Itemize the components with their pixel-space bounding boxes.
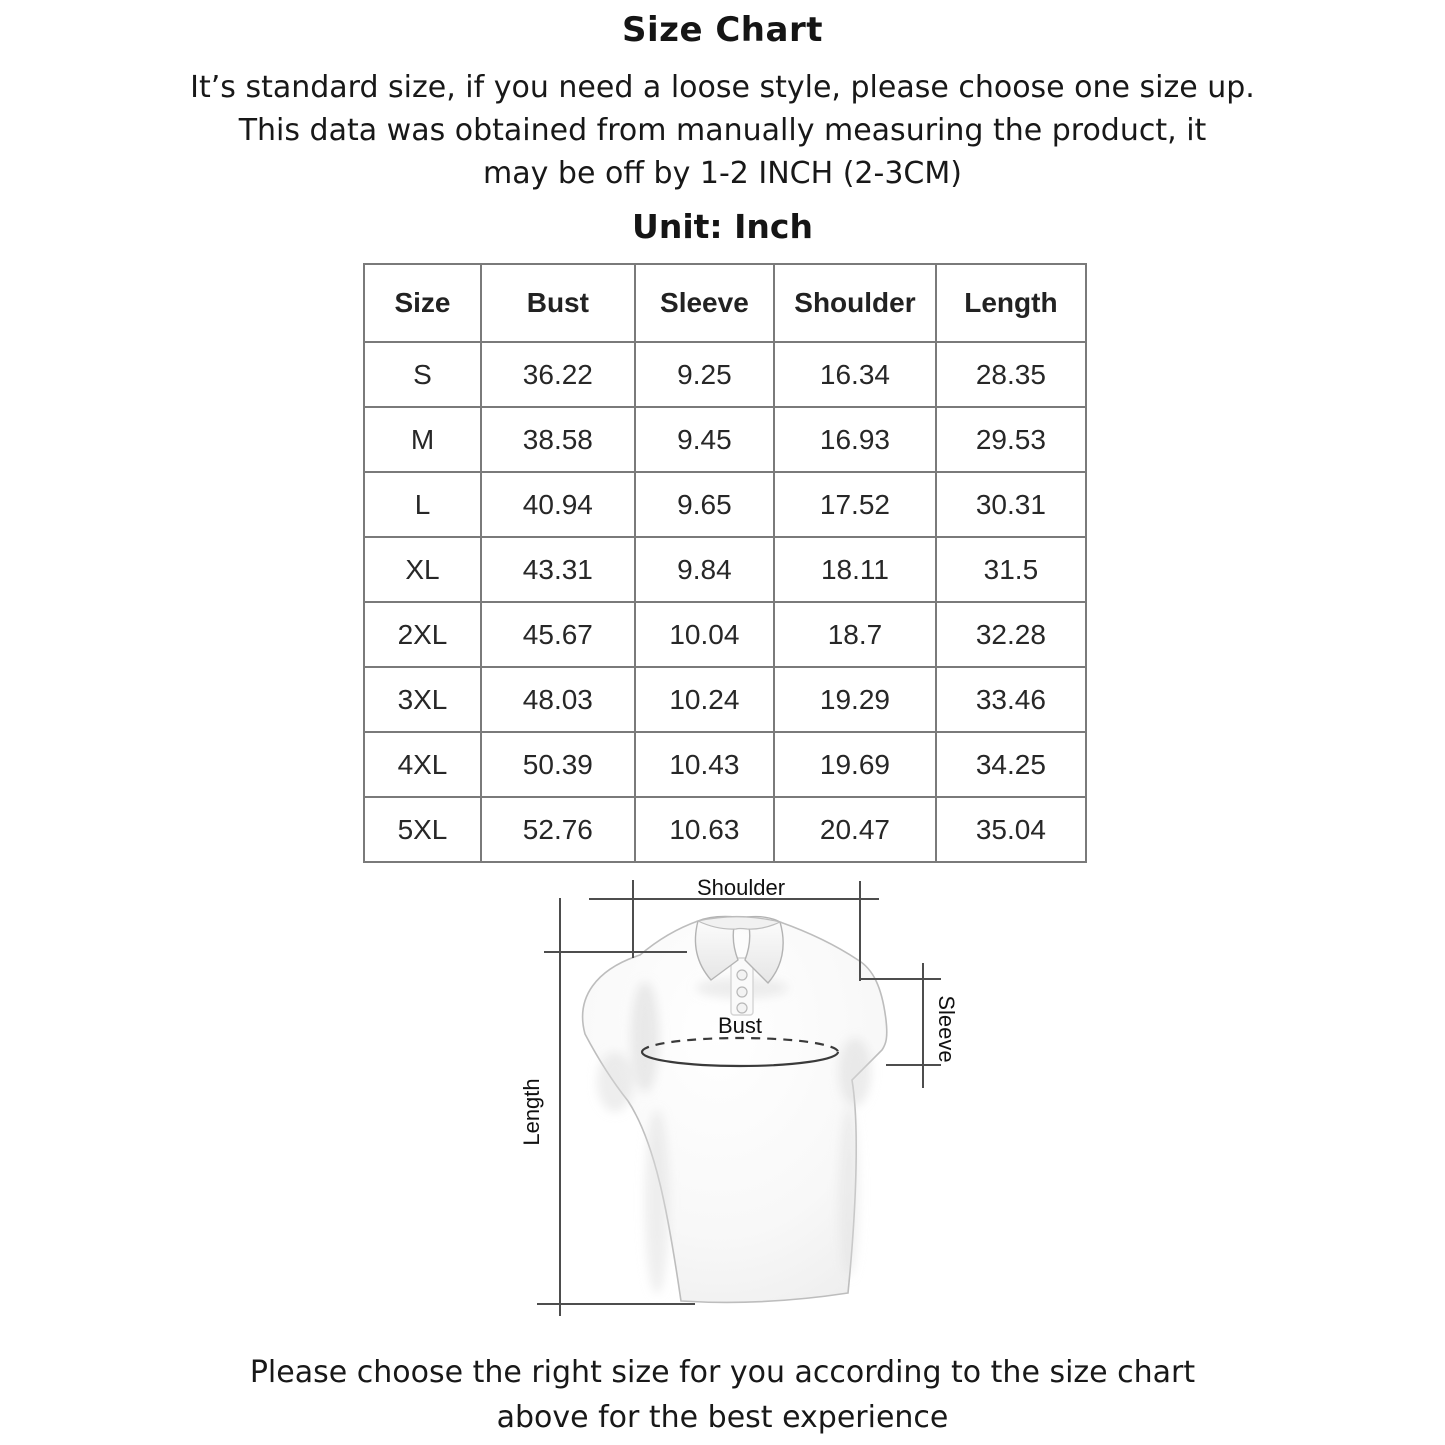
table-cell: 18.7 — [774, 602, 936, 667]
table-cell: 10.04 — [635, 602, 774, 667]
button — [737, 987, 747, 997]
table-row — [364, 342, 1086, 407]
table-row — [364, 732, 1086, 797]
table-row — [364, 667, 1086, 732]
table-cell: 19.69 — [774, 732, 936, 797]
table-cell: 16.34 — [774, 342, 936, 407]
table-cell: 28.35 — [936, 342, 1086, 407]
table-cell: S — [364, 342, 481, 407]
footer-line-1: Please choose the right size for you according to the size chart — [249, 1355, 1196, 1390]
bust-label: Bust — [717, 1013, 763, 1038]
intro-line-1: It’s standard size, if you need a loose style, please choose one size up. — [190, 70, 1255, 105]
table-cell: 31.5 — [936, 537, 1086, 602]
polo-shirt-diagram — [505, 872, 960, 1330]
unit-label: Unit: Inch — [632, 207, 813, 246]
table-cell: 48.03 — [481, 667, 635, 732]
table-cell: XL — [364, 537, 481, 602]
table-cell: 30.31 — [936, 472, 1086, 537]
table-cell: 2XL — [364, 602, 481, 667]
table-cell: 9.25 — [635, 342, 774, 407]
polo-shirt-illustration — [583, 917, 887, 1303]
shoulder-label: Shoulder — [696, 875, 786, 900]
column-header-length: Length — [936, 264, 1086, 342]
table-cell: 16.93 — [774, 407, 936, 472]
size-table-body — [364, 342, 1086, 862]
table-cell: 18.11 — [774, 537, 936, 602]
table-cell: 40.94 — [481, 472, 635, 537]
table-cell: 3XL — [364, 667, 481, 732]
column-header-bust: Bust — [481, 264, 635, 342]
size-chart-table — [363, 263, 1087, 863]
table-cell: 10.63 — [635, 797, 774, 862]
column-header-sleeve: Sleeve — [635, 264, 774, 342]
column-header-size: Size — [364, 264, 481, 342]
page-title: Size Chart — [622, 10, 823, 50]
intro-text — [0, 66, 1445, 195]
table-cell: M — [364, 407, 481, 472]
table-cell: 4XL — [364, 732, 481, 797]
intro-line-2: This data was obtained from manually measuring the product, it — [238, 113, 1207, 148]
table-cell: 38.58 — [481, 407, 635, 472]
table-cell: 43.31 — [481, 537, 635, 602]
table-row — [364, 797, 1086, 862]
table-cell: 52.76 — [481, 797, 635, 862]
column-header-shoulder: Shoulder — [774, 264, 936, 342]
table-row — [364, 537, 1086, 602]
measurement-diagram — [505, 872, 960, 1330]
table-row — [364, 407, 1086, 472]
table-cell: 9.84 — [635, 537, 774, 602]
table-cell: 50.39 — [481, 732, 635, 797]
table-cell: 10.24 — [635, 667, 774, 732]
table-cell: 32.28 — [936, 602, 1086, 667]
table-row — [364, 602, 1086, 667]
length-label: Length — [519, 1078, 544, 1146]
table-cell: L — [364, 472, 481, 537]
table-cell: 33.46 — [936, 667, 1086, 732]
table-row — [364, 472, 1086, 537]
table-cell: 29.53 — [936, 407, 1086, 472]
table-cell: 36.22 — [481, 342, 635, 407]
button — [737, 1003, 747, 1013]
table-cell: 9.45 — [635, 407, 774, 472]
intro-line-3: may be off by 1-2 INCH (2-3CM) — [483, 156, 962, 191]
table-cell: 45.67 — [481, 602, 635, 667]
sleeve-label: Sleeve — [934, 995, 959, 1063]
table-cell: 19.29 — [774, 667, 936, 732]
button — [737, 970, 747, 980]
table-cell: 35.04 — [936, 797, 1086, 862]
footer-note — [0, 1350, 1445, 1440]
table-cell: 17.52 — [774, 472, 936, 537]
table-cell: 20.47 — [774, 797, 936, 862]
table-cell: 10.43 — [635, 732, 774, 797]
table-cell: 34.25 — [936, 732, 1086, 797]
footer-line-2: above for the best experience — [496, 1400, 949, 1435]
table-cell: 9.65 — [635, 472, 774, 537]
table-cell: 5XL — [364, 797, 481, 862]
table-header-row — [364, 264, 1086, 342]
